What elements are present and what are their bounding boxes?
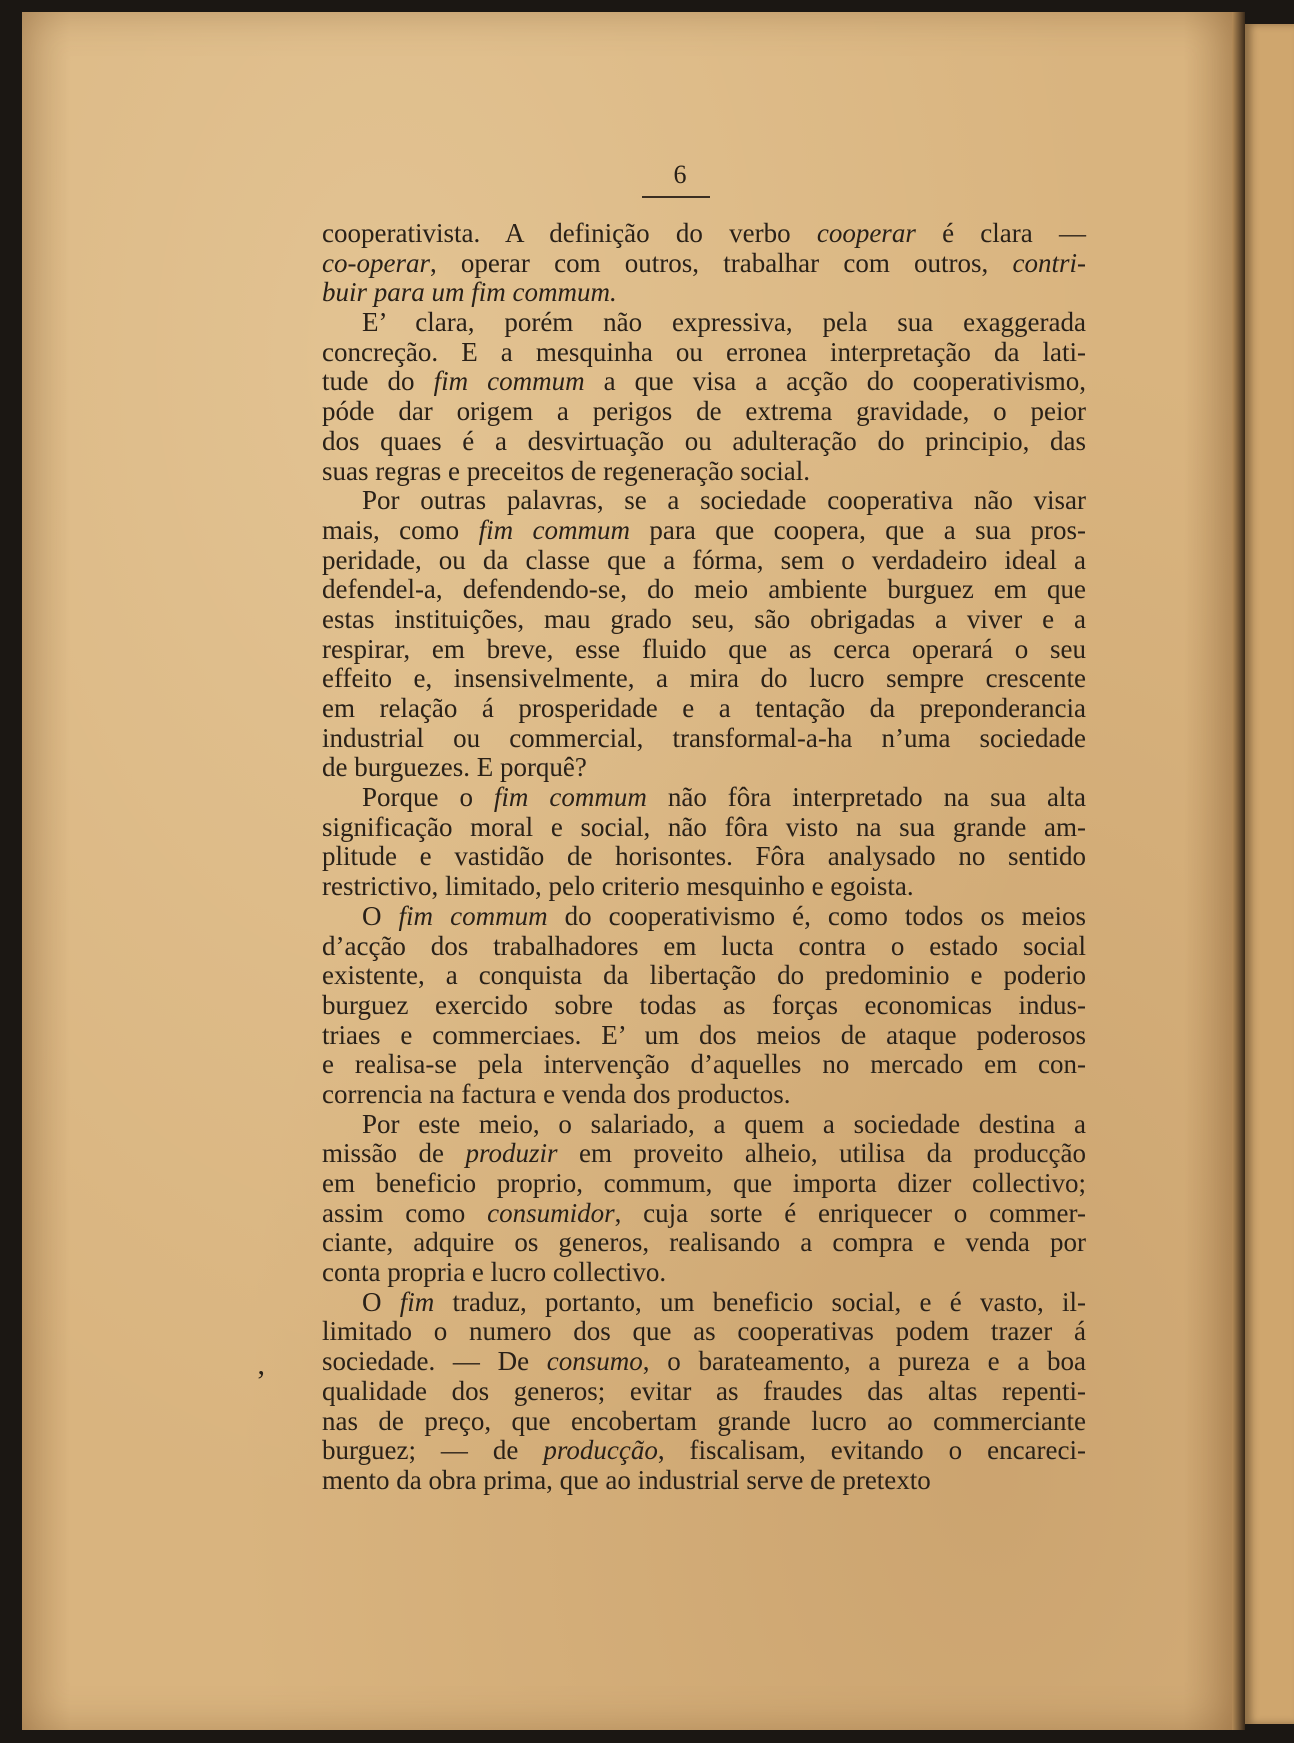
text-line: Porque o fim commum não fôra interpretado na sua alta — [362, 782, 1086, 813]
text-line: O fim traduz, portanto, um beneficio social, e é vasto, il- — [362, 1286, 1086, 1317]
text-line: triaes e commerciaes. E’ um dos meios de ataque poderosos — [322, 1019, 1086, 1050]
page-number: 6 — [673, 160, 687, 189]
text-line: buir para um fim commum. — [322, 277, 617, 308]
text-line: cooperativista. A definição do verbo cooperar é clara — — [322, 218, 1086, 248]
text-line: mais, como fim commum para que coopera, que a sua pros- — [322, 514, 1087, 545]
text-line: existente, a conquista da libertação do predominio e poderio — [322, 960, 1086, 991]
text-line: peridade, ou da classe que a fórma, sem o verdadeiro ideal a — [322, 544, 1086, 575]
text-line: d’acção dos trabalhadores em lucta contra o estado social — [322, 930, 1086, 961]
page-fold-shadow — [1232, 12, 1245, 1730]
text-line: correncia na factura e venda dos productos. — [322, 1078, 791, 1109]
text-line: e realisa-se pela intervenção d’aquelles no mercado em con- — [322, 1049, 1086, 1080]
text-line: em beneficio proprio, commum, que importa dizer collectivo; — [322, 1168, 1086, 1198]
text-line: defendel-a, defendendo-se, do meio ambiente burguez em que — [322, 574, 1086, 605]
text-line: co-operar, operar com outros, trabalhar com outros, contri- — [322, 247, 1086, 278]
text-line: limitado o numero dos que as cooperativas podem trazer á — [322, 1316, 1086, 1347]
text-line: effeito e, insensivelmente, a mira do lucro sempre crescente — [322, 663, 1086, 694]
text-line: póde dar origem a perigos de extrema gravidade, o peior — [322, 396, 1086, 427]
text-line: missão de produzir em proveito alheio, utilisa da producção — [322, 1138, 1086, 1169]
body-text — [322, 219, 1086, 1496]
text-line: significação moral e social, não fôra visto na sua grande am- — [322, 811, 1086, 842]
text-line: estas instituições, mau grado seu, são obrigadas a viver e a — [322, 603, 1086, 634]
text-line: assim como consumidor, cuja sorte é enriquecer o commer- — [322, 1197, 1086, 1228]
text-line: respirar, em breve, esse fluido que as cerca operará o seu — [322, 633, 1086, 664]
text-line: E’ clara, porém não expressiva, pela sua exaggerada — [362, 307, 1086, 338]
text-line: dos quaes é a desvirtuação ou adulteração do principio, das — [322, 425, 1086, 456]
text-line: de burguezes. E porquê? — [322, 752, 587, 783]
text-line: O fim commum do cooperativismo é, como todos os meios — [362, 900, 1087, 931]
text-line: burguez exercido sobre todas as forças economicas indus- — [322, 989, 1086, 1020]
text-line: mento da obra prima, que ao industrial serve de pretexto — [322, 1464, 931, 1495]
text-line: concreção. E a mesquinha ou erronea interpretação da lati- — [322, 336, 1086, 367]
text-line: qualidade dos generos; evitar as fraudes das altas repenti- — [322, 1375, 1086, 1406]
text-line: ciante, adquire os generos, realisando a compra e venda por — [322, 1227, 1086, 1258]
text-line: em relação á prosperidade e a tentação da preponderancia — [322, 693, 1086, 723]
text-line: sociedade. — De consumo, o barateamento, a pureza e a boa — [322, 1346, 1087, 1377]
text-line: burguez; — de producção, fiscalisam, evitando o encareci- — [322, 1435, 1086, 1466]
text-line: Por este meio, o salariado, a quem a sociedade destina a — [362, 1108, 1086, 1139]
text-line: plitude e vastidão de horisontes. Fôra analysado no sentido — [322, 841, 1086, 872]
adjacent-page-edge — [1245, 24, 1294, 1724]
text-line: suas regras e preceitos de regeneração social. — [322, 455, 810, 486]
text-line: restrictivo, limitado, pelo criterio mesquinho e egoista. — [322, 871, 914, 902]
text-line: nas de preço, que encobertam grande lucro ao commerciante — [322, 1405, 1086, 1436]
page-number-rule — [642, 196, 710, 198]
text-line: tude do fim commum a que visa a acção do cooperativismo, — [322, 366, 1086, 397]
text-line: conta propria e lucro collectivo. — [322, 1257, 667, 1288]
text-line: Por outras palavras, se a sociedade cooperativa não visar — [362, 485, 1086, 516]
text-line: industrial ou commercial, transformal-a-ha n’uma sociedade — [322, 722, 1086, 753]
pencil-tick-mark: ʼ — [256, 1365, 266, 1398]
